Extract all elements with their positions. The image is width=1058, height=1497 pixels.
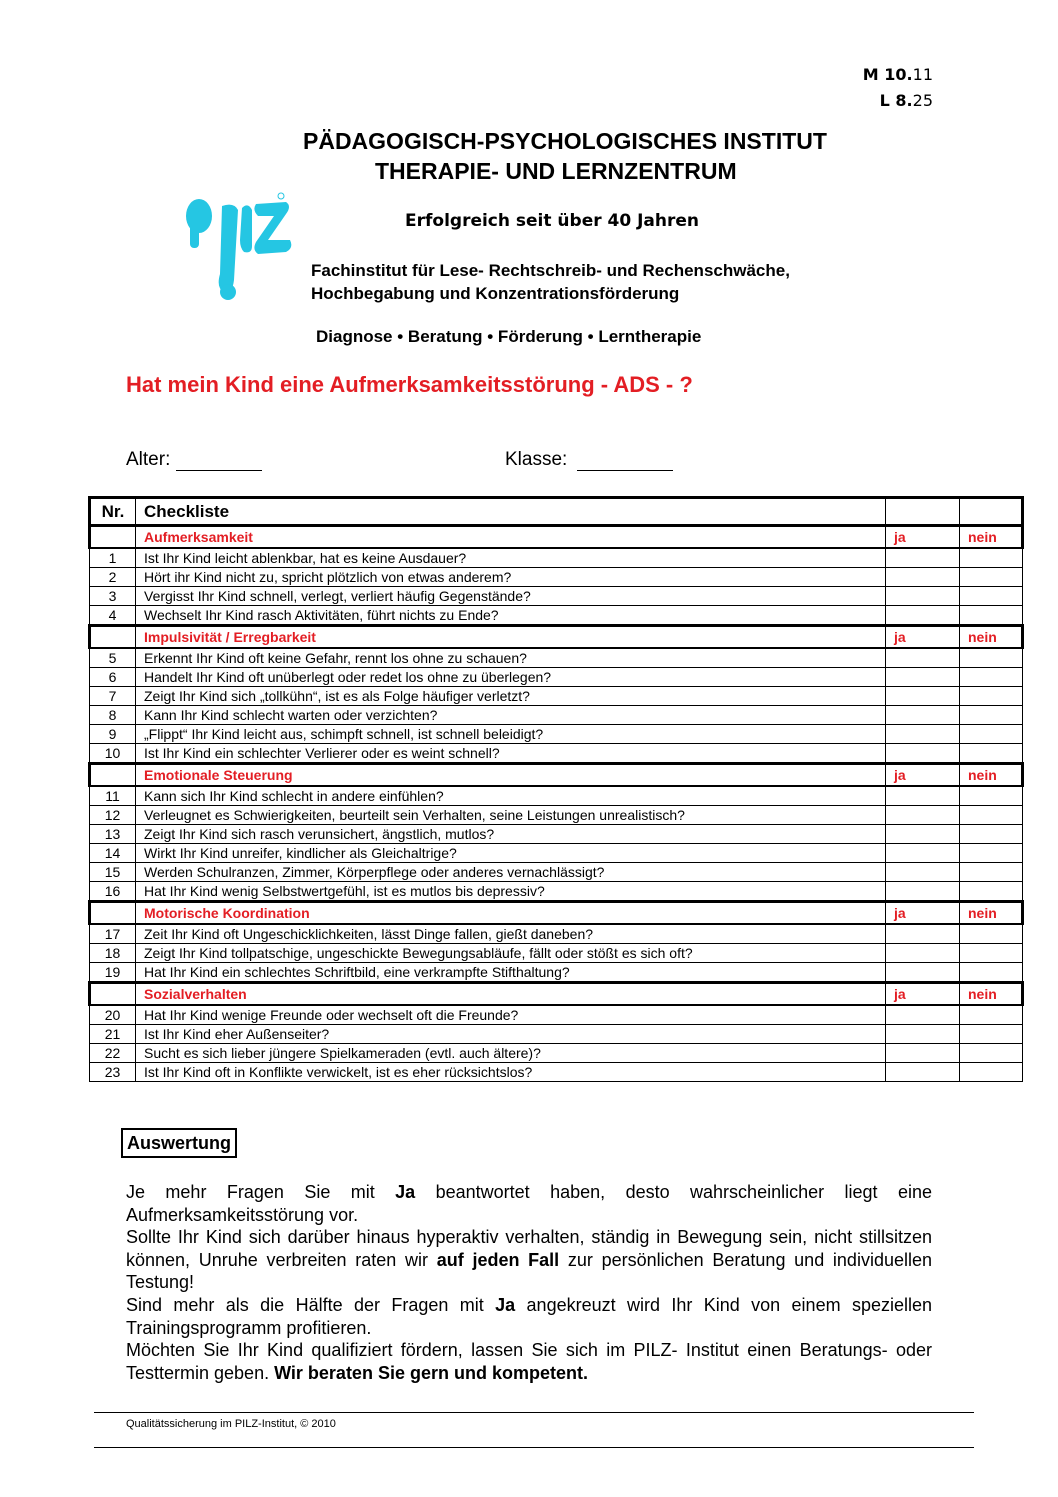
answer-no-cell[interactable] (960, 1044, 1023, 1063)
question-text: Kann Ihr Kind schlecht warten oder verzichten? (136, 706, 886, 725)
question-text: Erkennt Ihr Kind oft keine Gefahr, rennt los ohne zu schauen? (136, 648, 886, 668)
answer-yes-cell[interactable] (886, 786, 960, 806)
question-number: 14 (90, 844, 136, 863)
question-text: „Flippt“ Ihr Kind leicht aus, schimpft schnell, ist schnell beleidigt? (136, 725, 886, 744)
auswertung-paragraph-2: Sollte Ihr Kind sich darüber hinaus hyperaktiv verhalten, ständig in Bewegung sein, nicht stillsitzen können, Unruhe verbreiten raten wir auf jeden Fall zur persönlichen Beratung und individuellen Testung! (126, 1227, 932, 1293)
age-label: Alter: (126, 449, 171, 470)
answer-yes-cell[interactable] (886, 568, 960, 587)
section-header-row (90, 764, 1023, 787)
institute-title: PÄDAGOGISCH-PSYCHOLOGISCHES INSTITUT (303, 128, 827, 154)
auswertung-text (126, 1181, 932, 1384)
answer-yes-cell[interactable] (886, 882, 960, 902)
answer-yes-cell[interactable] (886, 806, 960, 825)
answer-no-cell[interactable] (960, 1005, 1023, 1025)
answer-yes-cell[interactable] (886, 1025, 960, 1044)
section-yes-label: ja (886, 902, 960, 925)
question-text: Ist Ihr Kind eher Außenseiter? (136, 1025, 886, 1044)
question-number: 4 (90, 606, 136, 626)
section-nr-cell (90, 902, 136, 925)
answer-yes-cell[interactable] (886, 648, 960, 668)
section-nr-cell (90, 626, 136, 649)
question-text: Wirkt Ihr Kind unreifer, kindlicher als Gleichaltrige? (136, 844, 886, 863)
footer-text: Qualitätssicherung im PILZ-Institut, © 2010 (126, 1418, 336, 1430)
table-row (90, 786, 1023, 806)
question-text: Hat Ihr Kind wenige Freunde oder wechselt oft die Freunde? (136, 1005, 886, 1025)
question-number: 10 (90, 744, 136, 764)
auswertung-paragraph-3: Sind mehr als die Hälfte der Fragen mit Ja angekreuzt wird Ihr Kind von einem speziellen Trainingsprogramm profitieren. (126, 1294, 932, 1338)
question-number: 3 (90, 587, 136, 606)
document-ref-l: L 8.25 (879, 91, 933, 110)
header-ja-column (886, 498, 960, 526)
answer-no-cell[interactable] (960, 548, 1023, 568)
section-yes-label: ja (886, 626, 960, 649)
table-row (90, 668, 1023, 687)
question-text: Verleugnet es Schwierigkeiten, beurteilt sein Verhalten, seine Leistungen unrealistisch? (136, 806, 886, 825)
question-number: 8 (90, 706, 136, 725)
question-number: 11 (90, 786, 136, 806)
table-row (90, 687, 1023, 706)
page-title: Hat mein Kind eine Aufmerksamkeitsstörung - ADS - ? (126, 372, 693, 397)
section-header-row (90, 983, 1023, 1006)
document-ref-m: M 10.11 (862, 65, 933, 84)
answer-yes-cell[interactable] (886, 1063, 960, 1082)
question-text: Vergisst Ihr Kind schnell, verlegt, verliert häufig Gegenstände? (136, 587, 886, 606)
table-row (90, 706, 1023, 725)
auswertung-heading: Auswertung (121, 1128, 237, 1158)
class-input-line[interactable] (577, 452, 673, 471)
section-no-label: nein (960, 526, 1023, 549)
question-number: 9 (90, 725, 136, 744)
answer-yes-cell[interactable] (886, 863, 960, 882)
table-row (90, 963, 1023, 983)
section-no-label: nein (960, 983, 1023, 1006)
institute-subtitle: THERAPIE- UND LERNZENTRUM (375, 158, 737, 184)
answer-no-cell[interactable] (960, 882, 1023, 902)
question-number: 18 (90, 944, 136, 963)
auswertung-paragraph-4: Möchten Sie Ihr Kind qualifiziert fördern, lassen Sie sich im PILZ- Institut einen Beratungs- oder Testtermin geben. Wir beraten Sie gern und kompetent. (126, 1340, 932, 1383)
section-yes-label: ja (886, 764, 960, 787)
answer-no-cell[interactable] (960, 944, 1023, 963)
answer-yes-cell[interactable] (886, 744, 960, 764)
answer-no-cell[interactable] (960, 1025, 1023, 1044)
question-number: 22 (90, 1044, 136, 1063)
header-nr: Nr. (90, 498, 136, 526)
section-yes-label: ja (886, 526, 960, 549)
table-row (90, 744, 1023, 764)
section-no-label: nein (960, 764, 1023, 787)
section-title: Motorische Koordination (136, 902, 886, 925)
question-text: Kann sich Ihr Kind schlecht in andere einfühlen? (136, 786, 886, 806)
answer-yes-cell[interactable] (886, 825, 960, 844)
section-title: Aufmerksamkeit (136, 526, 886, 549)
answer-yes-cell[interactable] (886, 668, 960, 687)
table-row (90, 548, 1023, 568)
answer-no-cell[interactable] (960, 668, 1023, 687)
institute-services: Diagnose • Beratung • Förderung • Lerntherapie (316, 327, 702, 346)
table-row (90, 1063, 1023, 1082)
answer-yes-cell[interactable] (886, 924, 960, 944)
table-row (90, 825, 1023, 844)
question-text: Zeigt Ihr Kind sich rasch verunsichert, ängstlich, mutlos? (136, 825, 886, 844)
answer-no-cell[interactable] (960, 786, 1023, 806)
answer-yes-cell[interactable] (886, 1005, 960, 1025)
table-row (90, 587, 1023, 606)
question-text: Wechselt Ihr Kind rasch Aktivitäten, führt nichts zu Ende? (136, 606, 886, 626)
section-nr-cell (90, 764, 136, 787)
table-row (90, 882, 1023, 902)
question-text: Ist Ihr Kind leicht ablenkbar, hat es keine Ausdauer? (136, 548, 886, 568)
answer-no-cell[interactable] (960, 825, 1023, 844)
institute-description: Fachinstitut für Lese- Rechtschreib- und Rechenschwäche, Hochbegabung und Konzentrationsförderung (311, 261, 790, 303)
section-header-row (90, 902, 1023, 925)
answer-yes-cell[interactable] (886, 587, 960, 606)
section-header-row (90, 526, 1023, 549)
answer-yes-cell[interactable] (886, 687, 960, 706)
table-row (90, 1005, 1023, 1025)
question-text: Hat Ihr Kind ein schlechtes Schriftbild, eine verkrampfte Stifthaltung? (136, 963, 886, 983)
table-row (90, 944, 1023, 963)
answer-no-cell[interactable] (960, 706, 1023, 725)
question-number: 21 (90, 1025, 136, 1044)
table-row (90, 568, 1023, 587)
question-number: 19 (90, 963, 136, 983)
table-row (90, 1044, 1023, 1063)
section-title: Sozialverhalten (136, 983, 886, 1006)
header-nein-column (960, 498, 1023, 526)
answer-yes-cell[interactable] (886, 725, 960, 744)
question-text: Werden Schulranzen, Zimmer, Körperpflege oder anderes vernachlässigt? (136, 863, 886, 882)
answer-yes-cell[interactable] (886, 963, 960, 983)
question-number: 2 (90, 568, 136, 587)
section-title: Emotionale Steuerung (136, 764, 886, 787)
question-number: 17 (90, 924, 136, 944)
table-row (90, 863, 1023, 882)
table-row (90, 924, 1023, 944)
question-number: 5 (90, 648, 136, 668)
answer-yes-cell[interactable] (886, 706, 960, 725)
answer-no-cell[interactable] (960, 1063, 1023, 1082)
answer-no-cell[interactable] (960, 924, 1023, 944)
auswertung-paragraph-1: Je mehr Fragen Sie mit Ja beantwortet haben, desto wahrscheinlicher liegt eine Aufmerksamkeitsstörung vor. (126, 1182, 932, 1225)
answer-no-cell[interactable] (960, 648, 1023, 668)
section-nr-cell (90, 526, 136, 549)
answer-no-cell[interactable] (960, 606, 1023, 626)
header-checkliste: Checkliste (136, 498, 886, 526)
answer-yes-cell[interactable] (886, 844, 960, 863)
question-text: Hört ihr Kind nicht zu, spricht plötzlich von etwas anderem? (136, 568, 886, 587)
class-field[interactable] (505, 449, 673, 471)
question-number: 15 (90, 863, 136, 882)
answer-no-cell[interactable] (960, 587, 1023, 606)
answer-yes-cell[interactable] (886, 548, 960, 568)
section-title: Impulsivität / Erregbarkeit (136, 626, 886, 649)
question-number: 13 (90, 825, 136, 844)
question-text: Sucht es sich lieber jüngere Spielkameraden (evtl. auch ältere)? (136, 1044, 886, 1063)
question-number: 20 (90, 1005, 136, 1025)
question-text: Ist Ihr Kind ein schlechter Verlierer oder es weint schnell? (136, 744, 886, 764)
checklist-table (88, 496, 1024, 1082)
pilz-logo (182, 188, 297, 303)
table-row (90, 606, 1023, 626)
question-number: 12 (90, 806, 136, 825)
question-text: Zeigt Ihr Kind sich „tollkühn“, ist es als Folge häufiger verletzt? (136, 687, 886, 706)
section-no-label: nein (960, 626, 1023, 649)
class-label: Klasse: (505, 449, 568, 470)
section-nr-cell (90, 983, 136, 1006)
answer-no-cell[interactable] (960, 687, 1023, 706)
section-yes-label: ja (886, 983, 960, 1006)
table-row (90, 648, 1023, 668)
answer-no-cell[interactable] (960, 568, 1023, 587)
table-header-row (90, 498, 1023, 526)
question-text: Handelt Ihr Kind oft unüberlegt oder redet los ohne zu überlegen? (136, 668, 886, 687)
pilz-logo-text (0, 0, 1, 1)
table-row (90, 806, 1023, 825)
answer-yes-cell[interactable] (886, 944, 960, 963)
question-number: 6 (90, 668, 136, 687)
footer-divider-top (94, 1412, 974, 1413)
table-row (90, 725, 1023, 744)
table-row (90, 1025, 1023, 1044)
footer-divider-bottom (94, 1447, 974, 1448)
answer-no-cell[interactable] (960, 963, 1023, 983)
answer-no-cell[interactable] (960, 744, 1023, 764)
question-number: 23 (90, 1063, 136, 1082)
question-number: 16 (90, 882, 136, 902)
age-field[interactable] (126, 449, 262, 471)
answer-no-cell[interactable] (960, 806, 1023, 825)
answer-no-cell[interactable] (960, 844, 1023, 863)
section-header-row (90, 626, 1023, 649)
institute-slogan: Erfolgreich seit über 40 Jahren (405, 211, 700, 231)
question-text: Ist Ihr Kind oft in Konflikte verwickelt, ist es eher rücksichtslos? (136, 1063, 886, 1082)
answer-yes-cell[interactable] (886, 606, 960, 626)
question-text: Hat Ihr Kind wenig Selbstwertgefühl, ist es mutlos bis depressiv? (136, 882, 886, 902)
answer-no-cell[interactable] (960, 725, 1023, 744)
question-number: 7 (90, 687, 136, 706)
age-input-line[interactable] (176, 452, 262, 471)
section-no-label: nein (960, 902, 1023, 925)
answer-no-cell[interactable] (960, 863, 1023, 882)
table-row (90, 844, 1023, 863)
question-text: Zeit Ihr Kind oft Ungeschicklichkeiten, lässt Dinge fallen, gießt daneben? (136, 924, 886, 944)
question-number: 1 (90, 548, 136, 568)
question-text: Zeigt Ihr Kind tollpatschige, ungeschickte Bewegungsabläufe, fällt oder stößt es sich oft? (136, 944, 886, 963)
answer-yes-cell[interactable] (886, 1044, 960, 1063)
